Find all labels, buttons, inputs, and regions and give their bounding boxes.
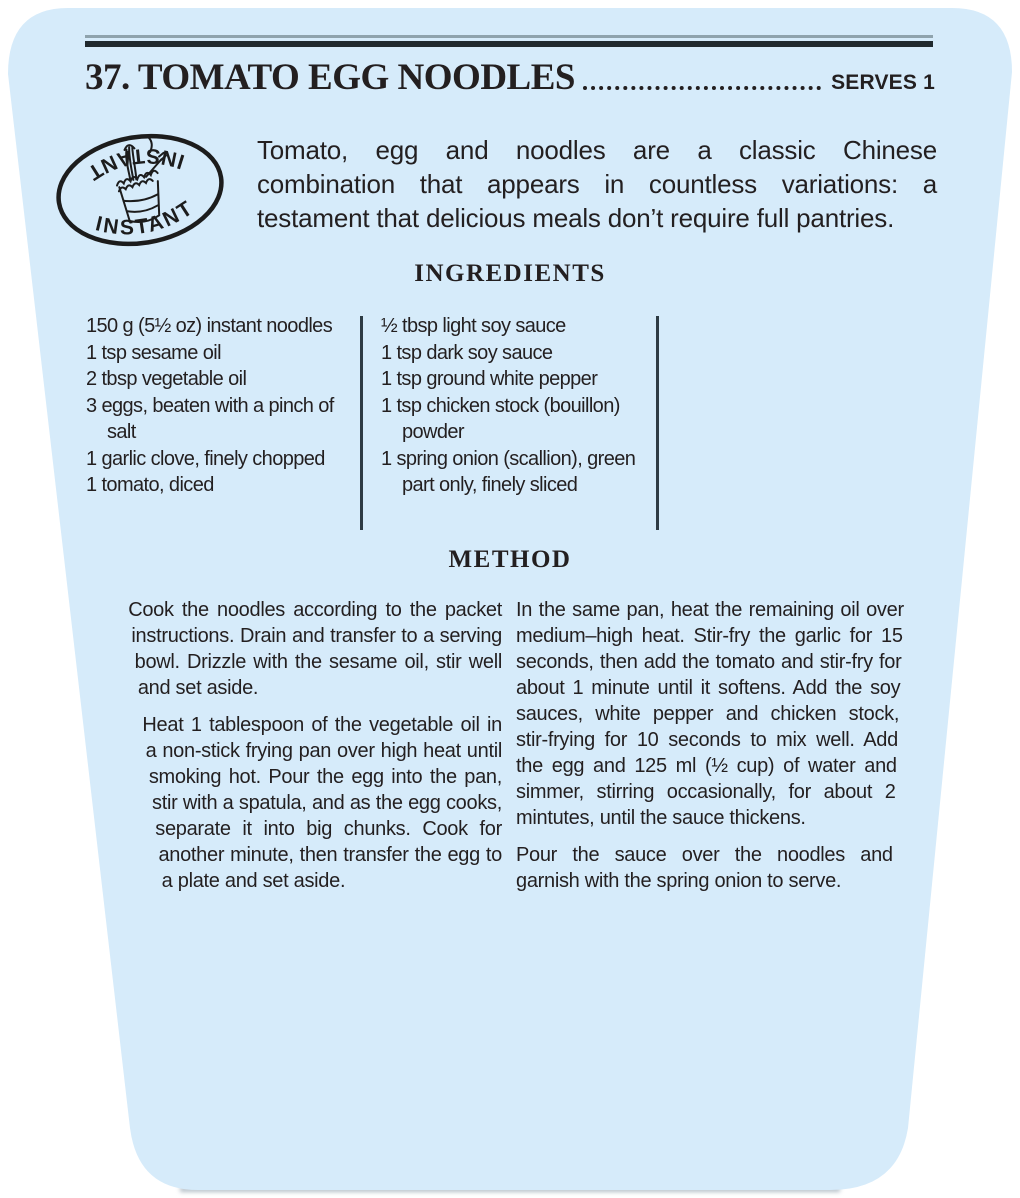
ingredient-item: 3 eggs, beaten with a pinch of salt (86, 394, 334, 443)
method-column-1 (122, 597, 502, 929)
ingredients-divider-1 (360, 316, 363, 530)
recipe-intro: Tomato, egg and noodles are a classic Chinese combination that appears in countless variations: a testament that delicious meals don’t require full pantries. (257, 135, 937, 233)
ingredient-item: 1 tomato, diced (86, 474, 214, 496)
title-row (85, 58, 935, 99)
ingredients-column-1 (86, 313, 358, 499)
header-rule-thin (85, 35, 933, 38)
badge-bottom-label: INSTANT (93, 195, 199, 240)
method-step: Pour the sauce over the noodles and garnish with the spring onion to serve. (516, 844, 893, 892)
ingredient-item: 1 tsp chicken stock (bouillon) powder (381, 394, 620, 443)
method-step: Cook the noodles according to the packet instructions. Drain and transfer to a serving bowl. Drizzle with the sesame oil, stir well and set aside. (128, 599, 502, 699)
ingredient-item: 1 spring onion (scallion), green part only, finely sliced (381, 447, 636, 496)
ingredient-item: 1 tsp sesame oil (86, 341, 221, 364)
badge-top-label: INSTANT (81, 143, 188, 186)
ingredients-divider-2 (656, 316, 659, 530)
ingredient-item: 1 tsp ground white pepper (381, 368, 598, 390)
recipe-title: 37. TOMATO EGG NOODLES (85, 57, 575, 98)
ingredient-item: 150 g (5½ oz) instant noodles (86, 315, 333, 337)
ingredient-item: ½ tbsp light soy sauce (381, 315, 566, 337)
ingredient-item: 2 tbsp vegetable oil (86, 368, 247, 390)
method-column-2 (516, 597, 908, 929)
serves-label: SERVES 1 (831, 71, 935, 94)
ingredient-item: 1 tsp dark soy sauce (381, 341, 553, 364)
method-step: In the same pan, heat the remaining oil over medium–high heat. Stir-fry the garlic for 15 seconds, then add the tomato and stir-fry for about 1 minute until it softens. Add the soy sauces, white pepper and chicken stock, stir-frying for 10 seconds to mix well. Add the egg and 125 ml (½ cup) of water and simmer, stirring occasionally, for about 2 mintutes, until the sauce thickens. (516, 599, 904, 829)
header-rule-thick (85, 41, 933, 47)
method-step: Heat 1 tablespoon of the vegetable oil in a non-stick frying pan over high heat until smoking hot. Pour the egg into the pan, stir with a spatula, and as the egg cooks, separate it into big chunks. Cook for another minute, then transfer the egg to a plate and set aside. (142, 714, 502, 892)
dotted-leader (583, 86, 821, 90)
ingredient-item: 1 garlic clove, finely chopped (86, 447, 325, 470)
svg-text:INSTANT (90, 194, 201, 246)
ingredients-heading: INGREDIENTS (414, 260, 606, 287)
ingredients-column-2 (381, 313, 653, 499)
instant-stamp-badge (40, 124, 240, 256)
svg-text:INSTANT (79, 136, 190, 188)
method-heading: METHOD (448, 546, 572, 573)
